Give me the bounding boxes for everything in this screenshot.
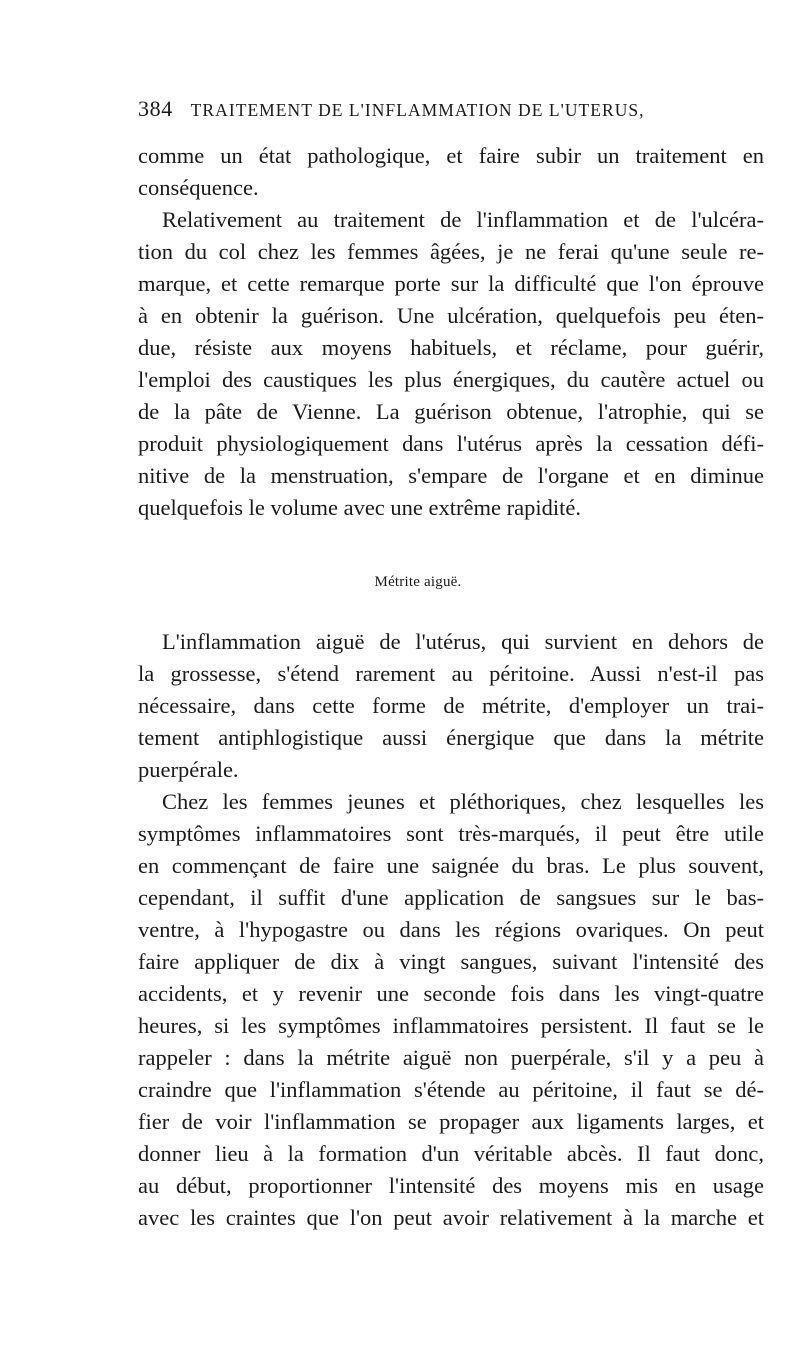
page-header <box>138 96 778 126</box>
text-line: tement antiphlogistique aussi énergique que dans la métrite <box>138 725 764 750</box>
text-line: heures, si les symptômes inflammatoires persistent. Il faut se le <box>138 1013 764 1038</box>
text-line: L'inflammation aiguë de l'utérus, qui survient en dehors de <box>162 629 764 654</box>
text-line: tion du col chez les femmes âgées, je ne ferai qu'une seule re- <box>138 239 764 264</box>
text-line: de la pâte de Vienne. La guérison obtenue, l'atrophie, qui se <box>138 399 764 424</box>
running-title: TRAITEMENT DE L'INFLAMMATION DE L'UTERUS, <box>190 100 645 120</box>
text-line: la grossesse, s'étend rarement au péritoine. Aussi n'est-il pas <box>138 661 764 686</box>
text-line: Chez les femmes jeunes et pléthoriques, chez lesquelles les <box>162 789 764 814</box>
text-line: rappeler : dans la métrite aiguë non puerpérale, s'il y a peu à <box>138 1045 764 1070</box>
text-line: comme un état pathologique, et faire subir un traitement en <box>138 143 764 168</box>
text-line: faire appliquer de dix à vingt sangues, suivant l'intensité des <box>138 949 764 974</box>
text-line: fier de voir l'inflammation se propager aux ligaments larges, et <box>138 1109 764 1134</box>
text-line: due, résiste aux moyens habituels, et réclame, pour guérir, <box>138 335 764 360</box>
text-line: au début, proportionner l'intensité des moyens mis en usage <box>138 1173 764 1198</box>
text-line: produit physiologiquement dans l'utérus après la cessation défi- <box>138 431 764 456</box>
text-line: quelquefois le volume avec une extrême rapidité. <box>138 495 581 520</box>
text-line: cependant, il suffit d'une application de sangsues sur le bas- <box>138 885 764 910</box>
text-line: symptômes inflammatoires sont très-marqués, il peut être utile <box>138 821 764 846</box>
text-line: craindre que l'inflammation s'étende au péritoine, il faut se dé- <box>138 1077 764 1102</box>
section-heading: Métrite aiguë. <box>374 574 462 590</box>
text-line: en commençant de faire une saignée du bras. Le plus souvent, <box>138 853 764 878</box>
text-line: ventre, à l'hypogastre ou dans les régions ovariques. On peut <box>138 917 764 942</box>
text-line: marque, et cette remarque porte sur la difficulté que l'on éprouve <box>138 271 764 296</box>
text-line: à en obtenir la guérison. Une ulcération, quelquefois peu éten- <box>138 303 764 328</box>
text-line: puerpérale. <box>138 757 239 782</box>
text-line: conséquence. <box>138 175 259 200</box>
text-line: l'emploi des caustiques les plus énergiques, du cautère actuel ou <box>138 367 764 392</box>
text-line: accidents, et y revenir une seconde fois dans les vingt-quatre <box>138 981 764 1006</box>
text-line: Relativement au traitement de l'inflammation et de l'ulcéra- <box>162 207 764 232</box>
text-line: nécessaire, dans cette forme de métrite, d'employer un trai- <box>138 693 764 718</box>
text-line: avec les craintes que l'on peut avoir relativement à la marche et <box>138 1205 764 1230</box>
text-line: donner lieu à la formation d'un véritable abcès. Il faut donc, <box>138 1141 764 1166</box>
text-line: nitive de la menstruation, s'empare de l'organe et en diminue <box>138 463 764 488</box>
page-number: 384 <box>138 96 173 121</box>
